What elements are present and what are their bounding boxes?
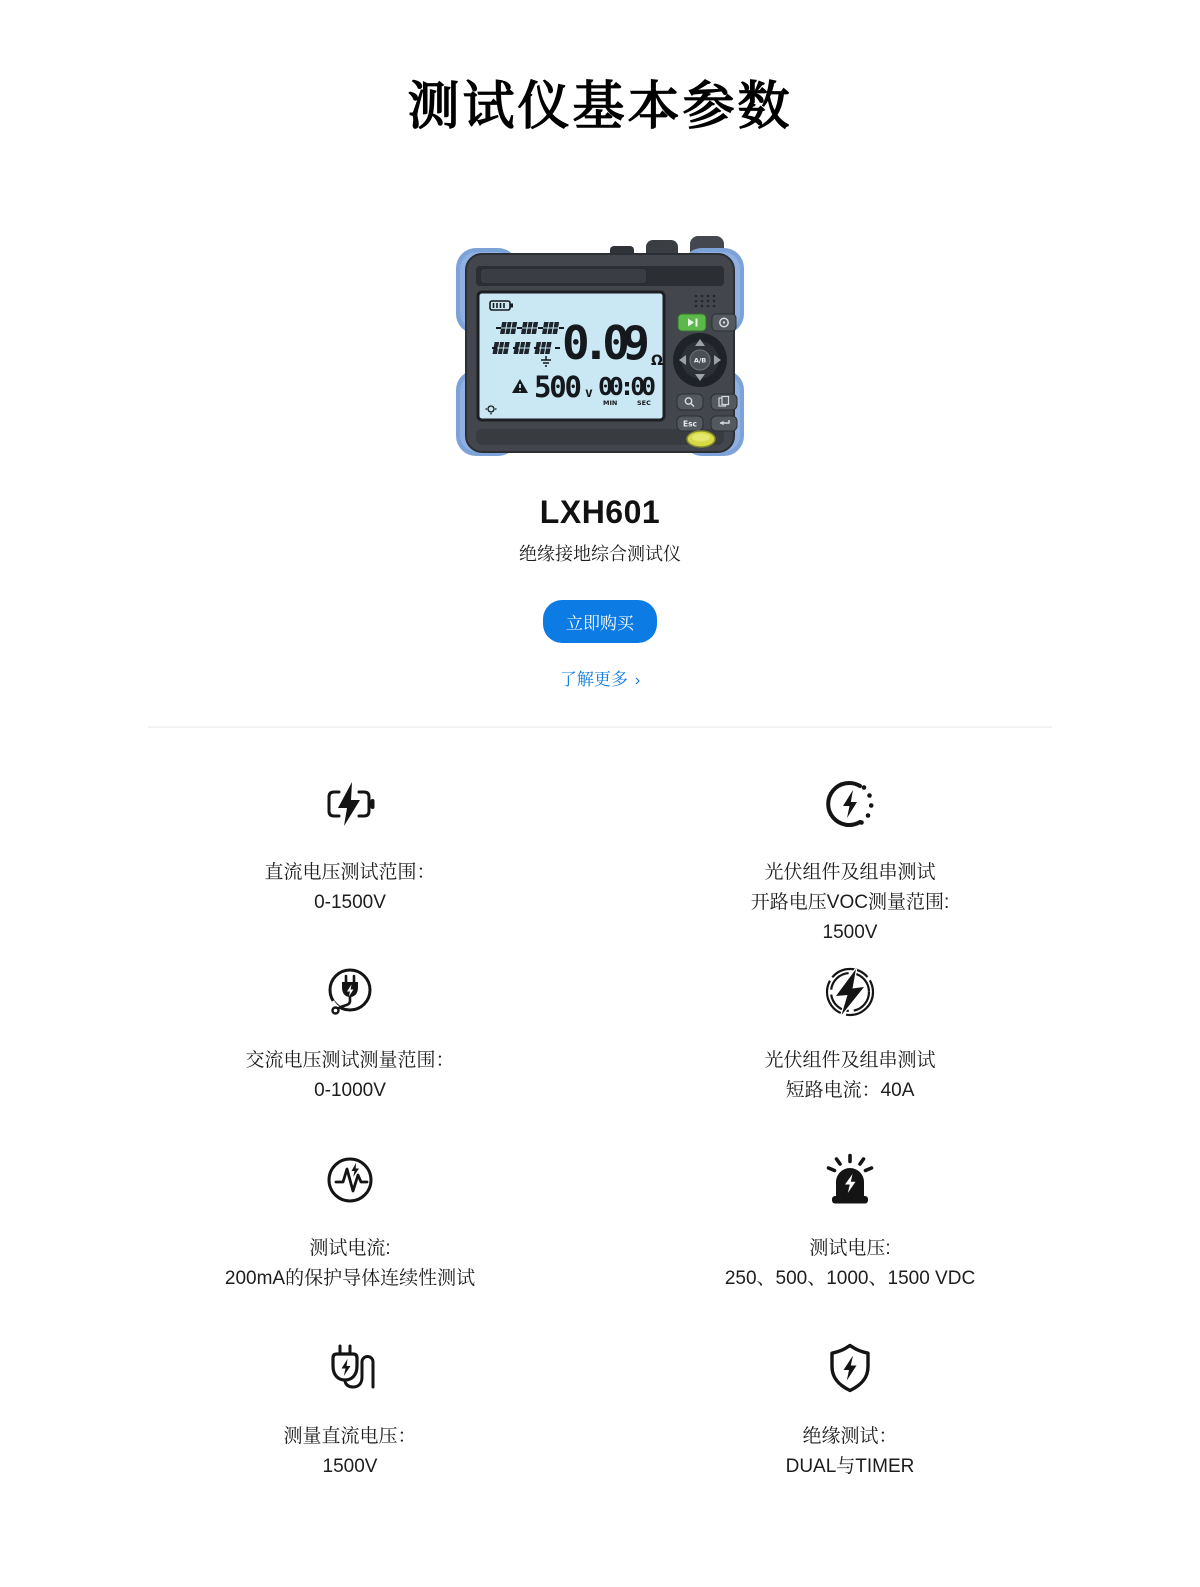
device-top-strip-inner	[481, 269, 646, 283]
feature-ac-voltage-range	[100, 964, 600, 1152]
feature-short-circuit-current	[600, 964, 1100, 1152]
enter-button	[711, 416, 737, 431]
feature-line: 0-1500V	[314, 892, 386, 914]
section-divider	[148, 726, 1052, 728]
file-button	[711, 394, 737, 410]
lcd-timer: 00:00	[598, 372, 656, 402]
feature-line: 1500V	[322, 1456, 378, 1478]
feature-line: DUAL与TIMER	[785, 1456, 915, 1478]
feature-line: 0-1000V	[314, 1080, 386, 1102]
lcd-timer-sec-label: SEC	[637, 399, 651, 408]
feature-test-voltage	[600, 1152, 1100, 1340]
plug-circle-icon	[322, 964, 378, 1020]
feature-line: 光伏组件及组串测试	[764, 1050, 936, 1072]
lcd-unit: Ω	[651, 353, 663, 370]
chevron-right-icon[interactable]: ›	[634, 672, 641, 690]
search-button	[677, 394, 703, 410]
product-subtitle: 绝缘接地综合测试仪	[519, 544, 681, 565]
feature-measure-dc-voltage	[100, 1340, 600, 1528]
battery-charging-icon	[322, 776, 378, 832]
pulse-circle-icon	[322, 1152, 378, 1208]
feature-insulation-test	[600, 1340, 1100, 1528]
features-grid	[100, 776, 1100, 1528]
esc-button	[677, 416, 703, 431]
dpad	[673, 333, 727, 387]
lcd-voltage-unit: v	[585, 386, 593, 402]
product-image	[0, 232, 1200, 464]
feature-line: 测试电流:	[309, 1238, 391, 1260]
product-hero	[0, 232, 1200, 690]
feature-line: 1500V	[822, 922, 878, 944]
dpad-center-label: A/B	[693, 356, 707, 365]
feature-line: 直流电压测试范围：	[264, 862, 436, 884]
product-model: LXH601	[539, 494, 661, 531]
feature-test-current	[100, 1152, 600, 1340]
power-button	[687, 431, 715, 447]
feature-dc-voltage-range	[100, 776, 600, 964]
lcd-voltage-value: 500	[534, 370, 582, 405]
alarm-light-icon	[822, 1152, 878, 1208]
plug-cord-icon	[322, 1340, 378, 1396]
device-lcd	[478, 292, 664, 420]
learn-more-link[interactable]: 了解更多	[559, 670, 628, 690]
page-title: 测试仪基本参数	[407, 78, 793, 136]
flash-circle-icon	[822, 964, 878, 1020]
play-button	[678, 314, 706, 331]
feature-line: 交流电压测试测量范围：	[245, 1050, 455, 1072]
feature-line: 测试电压:	[809, 1238, 891, 1260]
feature-line: 200mA的保护导体连续性测试	[224, 1268, 476, 1290]
feature-line: 测量直流电压：	[283, 1426, 417, 1448]
shield-bolt-icon	[822, 1340, 878, 1396]
lcd-main-reading: 0.09	[562, 316, 650, 371]
feature-voc-range	[600, 776, 1100, 964]
tester-device-illustration	[450, 232, 750, 464]
settings-button	[712, 314, 736, 331]
feature-line: 光伏组件及组串测试	[764, 862, 936, 884]
solar-charging-icon	[822, 776, 878, 832]
feature-line: 250、500、1000、1500 VDC	[724, 1268, 976, 1290]
feature-line: 绝缘测试：	[802, 1426, 898, 1448]
esc-button-label: Esc	[682, 419, 698, 429]
feature-line: 短路电流：40A	[785, 1080, 915, 1102]
lcd-timer-min-label: MIN	[603, 399, 618, 408]
buy-now-button[interactable]: 立即购买	[543, 600, 657, 643]
feature-line: 开路电压VOC测量范围:	[750, 892, 950, 914]
learn-more-row	[0, 665, 1200, 690]
